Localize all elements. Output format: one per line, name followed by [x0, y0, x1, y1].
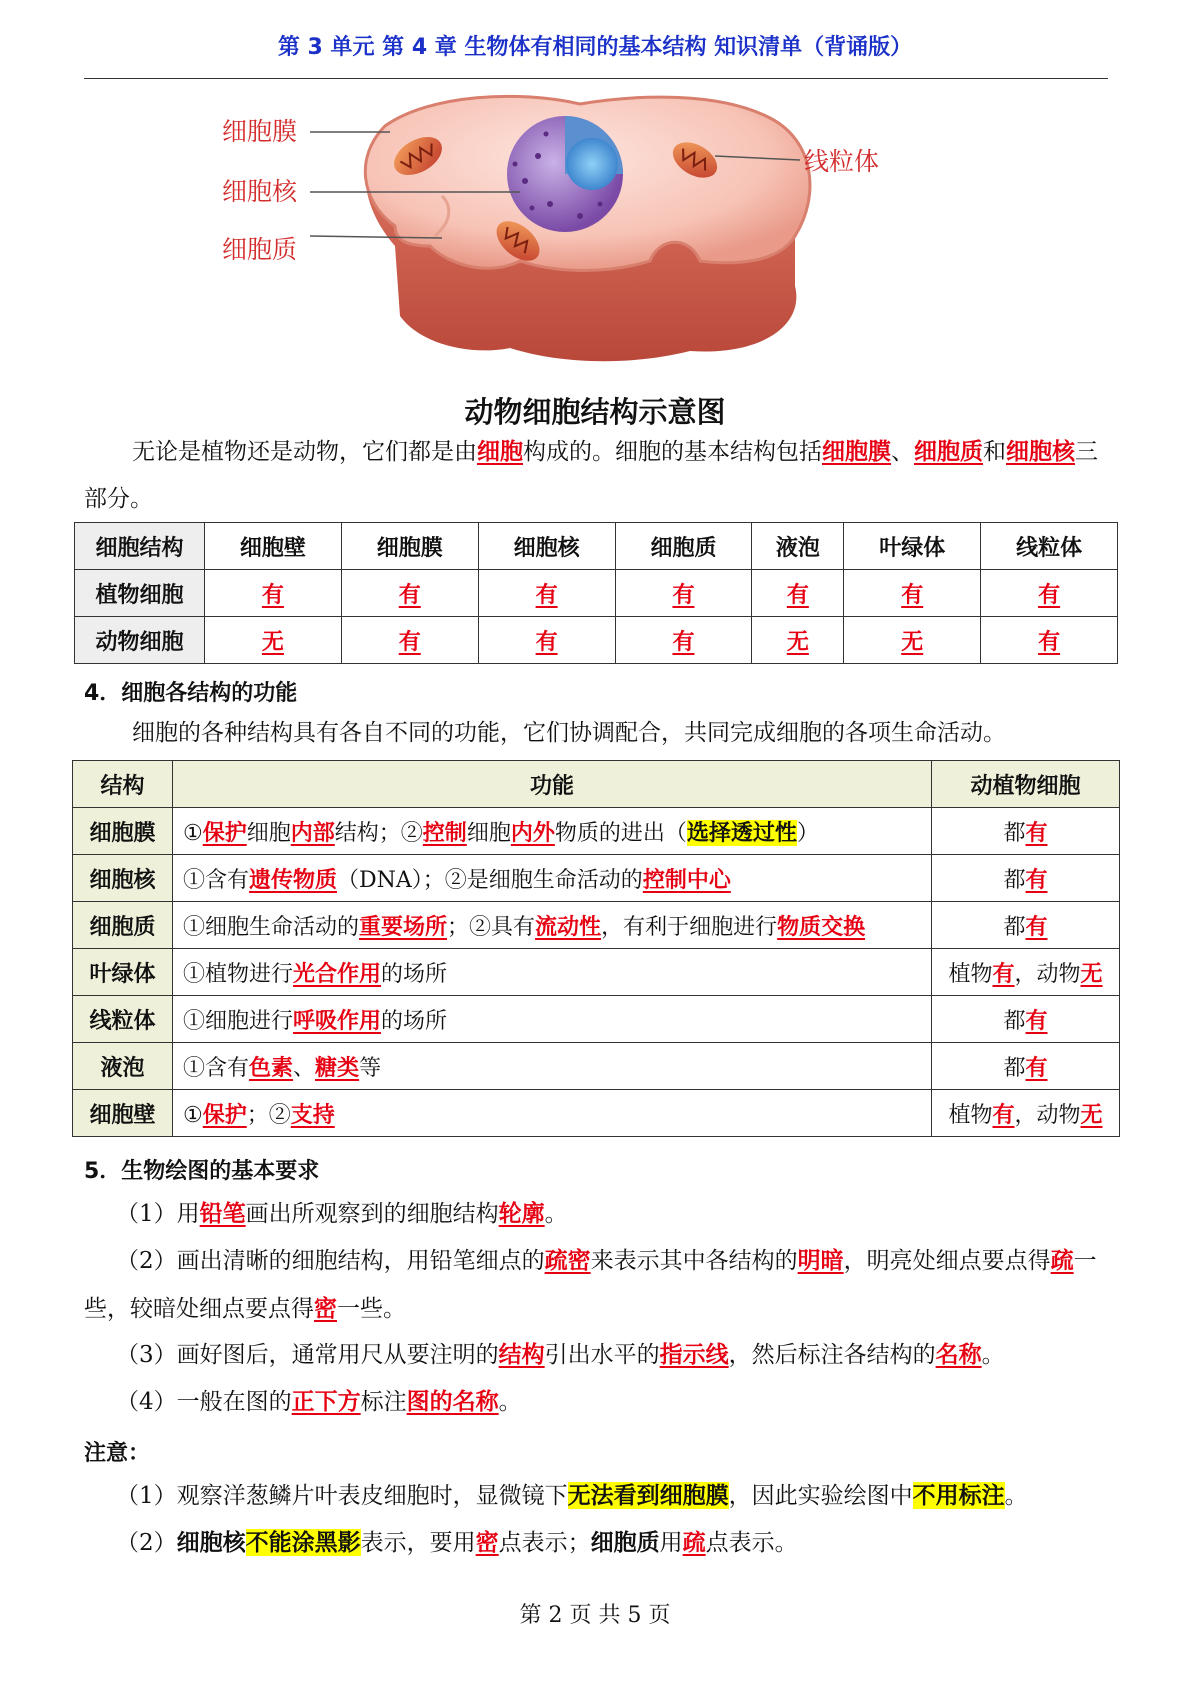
answer: 细胞膜 — [822, 438, 891, 465]
presence: 都有 — [932, 855, 1120, 902]
bold-term: 细胞质 — [590, 1529, 660, 1556]
table-row — [73, 808, 1120, 855]
answer: 疏 — [1050, 1247, 1074, 1274]
function-header-cell: 动植物细胞 — [932, 761, 1120, 808]
answer: 铅笔 — [199, 1200, 246, 1227]
structure-function: ①含有遗传物质（DNA）；②是细胞生命活动的控制中心 — [173, 855, 932, 902]
answer: 控制 — [422, 819, 467, 846]
function-table-header — [73, 761, 1120, 808]
presence: 都有 — [932, 902, 1120, 949]
answer: 有 — [1025, 819, 1048, 846]
answer: 糖类 — [315, 1054, 360, 1081]
answer: 有 — [786, 581, 809, 608]
answer: 结构 — [498, 1341, 545, 1368]
answer: 无 — [901, 628, 924, 655]
answer: 有 — [901, 581, 924, 608]
answer: 有 — [1025, 1007, 1048, 1034]
answer: 呼吸作用 — [293, 1007, 382, 1034]
structure-name: 细胞壁 — [73, 1090, 173, 1137]
compare-table — [74, 522, 1118, 664]
structure-name: 叶绿体 — [73, 949, 173, 996]
page-footer: 第 2 页 共 5 页 — [519, 1603, 671, 1628]
figure-caption: 动物细胞结构示意图 — [464, 395, 726, 429]
row-label: 植物细胞 — [75, 570, 205, 617]
compare-header-cell: 细胞结构 — [75, 523, 205, 570]
compare-header-cell: 细胞膜 — [341, 523, 478, 570]
answer: 内外 — [510, 819, 555, 846]
highlight: 选择透过性 — [686, 819, 797, 846]
answer: 无 — [786, 628, 809, 655]
answer: 有 — [1025, 913, 1048, 940]
answer: 流动性 — [535, 913, 602, 940]
compare-header-cell: 细胞质 — [615, 523, 752, 570]
drawing-rule-2: （2）画出清晰的细胞结构，用铅笔细点的疏密来表示其中各结构的明暗，明亮处细点要点得疏一些，较暗处细点要点得密一些。 — [84, 1247, 1097, 1322]
answer: 明暗 — [797, 1247, 844, 1274]
answer: 内部 — [290, 819, 335, 846]
table-row — [73, 1043, 1120, 1090]
answer: 有 — [672, 581, 695, 608]
table-row — [73, 855, 1120, 902]
function-table — [72, 760, 1120, 1137]
drawing-rule-4: （4）一般在图的正下方标注图的名称。 — [116, 1388, 522, 1415]
answer: 名称 — [935, 1341, 982, 1368]
bold-term: 细胞核 — [176, 1529, 246, 1556]
nucleus — [507, 116, 623, 232]
answer: 有 — [398, 581, 421, 608]
compare-table-header — [75, 523, 1118, 570]
compare-header-cell: 液泡 — [752, 523, 844, 570]
structure-function: ①植物进行光合作用的场所 — [173, 949, 932, 996]
answer: 有 — [398, 628, 421, 655]
note-1: （1）观察洋葱鳞片叶表皮细胞时，显微镜下无法看到细胞膜，因此实验绘图中不用标注。 — [116, 1482, 1028, 1509]
answer: 支持 — [290, 1101, 335, 1128]
answer: 光合作用 — [293, 960, 382, 987]
answer: 保护 — [202, 1101, 247, 1128]
table-row — [75, 617, 1118, 664]
answer: 有 — [535, 628, 558, 655]
answer: 有 — [1038, 581, 1061, 608]
compare-header-cell: 叶绿体 — [844, 523, 981, 570]
note-2: （2）细胞核不能涂黑影表示，要用密点表示；细胞质用疏点表示。 — [116, 1529, 798, 1556]
note-title: 注意： — [84, 1441, 151, 1466]
table-row — [75, 570, 1118, 617]
label-cell-membrane: 细胞膜 — [222, 117, 298, 146]
answer: 重要场所 — [359, 913, 448, 940]
answer: 控制中心 — [642, 866, 731, 893]
answer: 密 — [314, 1295, 337, 1322]
answer: 保护 — [202, 819, 247, 846]
highlight: 无法看到细胞膜 — [567, 1482, 729, 1509]
page-header-title: 第 3 单元 第 4 章 生物体有相同的基本结构 知识清单（背诵版） — [277, 35, 913, 60]
table-row — [73, 1090, 1120, 1137]
answer: 轮廓 — [498, 1200, 545, 1227]
intro-paragraph: 无论是植物还是动物，它们都是由细胞构成的。细胞的基本结构包括细胞膜、细胞质和细胞核三部分。 — [84, 438, 1098, 512]
animal-cell-diagram — [220, 86, 960, 386]
answer: 有 — [992, 1101, 1015, 1128]
answer: 有 — [535, 581, 558, 608]
answer: 细胞质 — [914, 438, 983, 465]
answer: 疏 — [682, 1529, 706, 1556]
compare-header-cell: 线粒体 — [981, 523, 1118, 570]
answer: 图的名称 — [406, 1388, 499, 1415]
table-row — [73, 902, 1120, 949]
structure-name: 细胞质 — [73, 902, 173, 949]
label-nucleus: 细胞核 — [222, 177, 298, 206]
structure-name: 细胞膜 — [73, 808, 173, 855]
structure-function: ①含有色素、糖类等 — [173, 1043, 932, 1090]
answer: 密 — [475, 1529, 499, 1556]
highlight: 不用标注 — [912, 1482, 1005, 1509]
answer: 无 — [261, 628, 284, 655]
answer: 有 — [992, 960, 1015, 987]
structure-name: 液泡 — [73, 1043, 173, 1090]
presence: 都有 — [932, 1043, 1120, 1090]
answer: 物质交换 — [777, 913, 866, 940]
presence: 植物有，动物无 — [932, 1090, 1120, 1137]
structure-name: 细胞核 — [73, 855, 173, 902]
section-4-intro: 细胞的各种结构具有各自不同的功能，它们协调配合，共同完成细胞的各项生命活动。 — [132, 720, 1006, 746]
compare-header-cell: 细胞核 — [478, 523, 615, 570]
structure-function: ①细胞进行呼吸作用的场所 — [173, 996, 932, 1043]
drawing-rule-3: （3）画好图后，通常用尺从要注明的结构引出水平的指示线，然后标注各结构的名称。 — [116, 1341, 1005, 1368]
structure-function: ①保护；②支持 — [173, 1090, 932, 1137]
structure-name: 线粒体 — [73, 996, 173, 1043]
highlight: 不能涂黑影 — [245, 1529, 361, 1556]
answer: 正下方 — [291, 1388, 361, 1415]
structure-function: ①保护细胞内部结构；②控制细胞内外物质的进出（选择透过性） — [173, 808, 932, 855]
presence: 植物有，动物无 — [932, 949, 1120, 996]
answer: 指示线 — [659, 1341, 729, 1368]
label-cytoplasm: 细胞质 — [222, 235, 298, 264]
answer: 细胞 — [477, 438, 523, 465]
answer: 色素 — [249, 1054, 294, 1081]
section-5-title: 5．生物绘图的基本要求 — [84, 1159, 320, 1184]
function-header-cell: 功能 — [173, 761, 932, 808]
label-mitochondria: 线粒体 — [804, 147, 880, 176]
compare-header-cell: 细胞壁 — [205, 523, 342, 570]
answer: 疏密 — [544, 1247, 591, 1274]
section-4-title: 4．细胞各结构的功能 — [84, 681, 298, 706]
answer: 细胞核 — [1006, 438, 1075, 465]
answer: 无 — [1080, 1101, 1103, 1128]
answer: 有 — [1025, 866, 1048, 893]
presence: 都有 — [932, 996, 1120, 1043]
table-row — [73, 949, 1120, 996]
answer: 有 — [672, 628, 695, 655]
answer: 有 — [1025, 1054, 1048, 1081]
presence: 都有 — [932, 808, 1120, 855]
structure-function: ①细胞生命活动的重要场所；②具有流动性，有利于细胞进行物质交换 — [173, 902, 932, 949]
answer: 有 — [1038, 628, 1061, 655]
answer: 遗传物质 — [249, 866, 338, 893]
drawing-rule-1: （1）用铅笔画出所观察到的细胞结构轮廓。 — [116, 1200, 568, 1227]
function-header-cell: 结构 — [73, 761, 173, 808]
row-label: 动物细胞 — [75, 617, 205, 664]
answer: 无 — [1080, 960, 1103, 987]
header-divider — [84, 78, 1108, 79]
table-row — [73, 996, 1120, 1043]
answer: 有 — [261, 581, 284, 608]
